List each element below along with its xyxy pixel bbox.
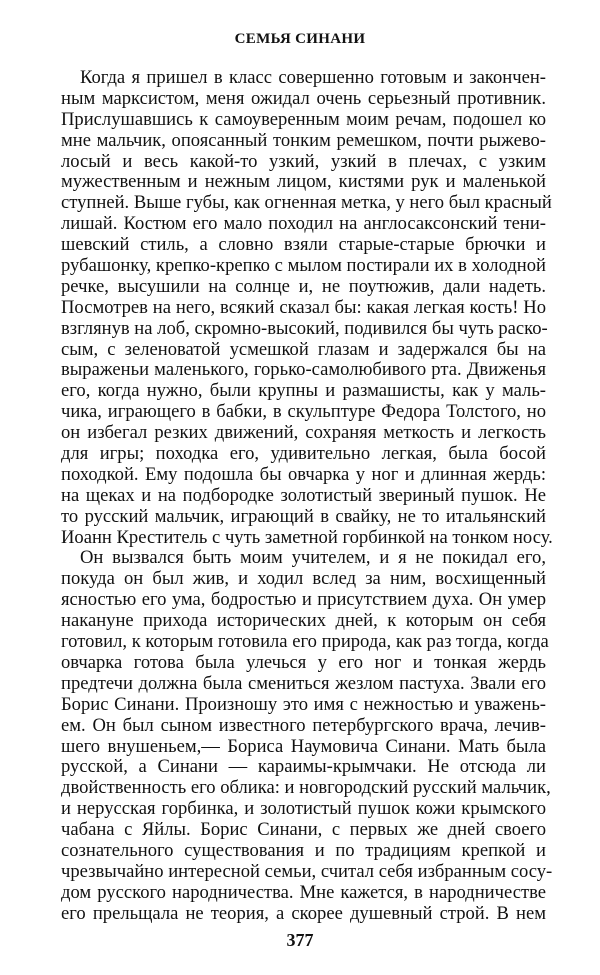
text-line: лосый и весь какой-то узкий, узкий в плечах, с узким bbox=[61, 150, 546, 172]
text-line: он избегал резких движений, сохраняя меткость и легкость bbox=[61, 422, 546, 444]
text-line: лишай. Костюм его мало походил на англосаксонский тени- bbox=[61, 213, 546, 235]
paragraph bbox=[61, 67, 553, 548]
text-line: Иоанн Креститель с чуть заметной горбинкой на тонком носу. bbox=[61, 526, 553, 548]
paragraph bbox=[61, 547, 553, 924]
text-line: Он вызвался быть моим учителем, и я не покидал его, bbox=[80, 547, 546, 569]
text-line: ем. Он был сыном известного петербургского врача, лечив- bbox=[61, 714, 546, 736]
text-line: ступней. Выше губы, как огненная метка, у него был красный bbox=[61, 192, 552, 214]
text-line: готовил, к которым готовила его природа, как раз тогда, когда bbox=[61, 631, 549, 653]
text-line: Прислушавшись к самоуверенным моим речам, подошел ко bbox=[61, 108, 546, 130]
text-line: шевский стиль, а словно взяли старые-старые брючки и bbox=[61, 234, 546, 256]
text-line: сым, с зеленоватой усмешкой глазам и задержался бы на bbox=[61, 338, 546, 360]
text-line: чабана с Яйлы. Борис Синани, с первых же дней своего bbox=[61, 819, 546, 841]
page-number: 377 bbox=[286, 930, 314, 950]
text-line: русской, а Синани — караимы-крымчаки. Не отсюда ли bbox=[61, 756, 546, 778]
text-line: походкой. Ему подошла бы овчарка у ног и длинная жердь: bbox=[61, 463, 546, 485]
text-line: его, когда нужно, были крупны и размашисты, как у маль- bbox=[61, 380, 546, 402]
text-line: речке, высушили на солнце и, не поутюжив, дали надеть. bbox=[61, 275, 546, 297]
text-line: ясностью его ума, бодростью и присутствием духа. Он умер bbox=[61, 589, 546, 611]
text-line: выраженьи маленького, горько-самолюбивого рта. Движенья bbox=[61, 359, 546, 381]
text-line: чрезвычайно интересной семьи, считал себя избранным сосу- bbox=[61, 860, 553, 882]
text-line: шего внушеньем,— Бориса Наумовича Синани. Мать была bbox=[61, 735, 546, 757]
text-line: покуда он был жив, и ходил вслед за ним, восхищенный bbox=[61, 568, 546, 590]
text-line: для игры; походка его, удивительно легкая, была босой bbox=[61, 443, 546, 465]
text-line: сознательного существования и по традициям крепкой и bbox=[61, 839, 546, 861]
body-text bbox=[61, 67, 553, 925]
running-header: СЕМЬЯ СИНАНИ bbox=[234, 31, 366, 47]
text-line: овчарка готова была улечься у его ног и тонкая жердь bbox=[61, 651, 546, 673]
text-line: Когда я пришел в класс совершенно готовым и закончен- bbox=[80, 67, 546, 88]
text-line: рубашонку, крепко-крепко с мылом постирали их в холодной bbox=[61, 255, 546, 277]
text-line: ным марксистом, меня ожидал очень серьезный противник. bbox=[61, 87, 546, 109]
text-line: накануне прихода исторических дней, к которым он себя bbox=[61, 610, 546, 632]
text-line: предтечи должна была смениться жезлом пастуха. Звали его bbox=[61, 672, 546, 694]
text-line: чика, играющего в бабки, в скульптуре Федора Толстого, но bbox=[61, 401, 546, 423]
text-line: на щеках и на подбородке золотистый звериный пушок. Не bbox=[61, 484, 546, 506]
text-line: его прельщала не теория, а скорее душевный строй. В нем bbox=[61, 902, 546, 924]
text-line: мне мальчик, опоясанный тонким ремешком, почти рыжево- bbox=[61, 129, 546, 151]
text-line: Борис Синани. Произношу это имя с нежностью и уважень- bbox=[61, 693, 546, 715]
text-line: то русский мальчик, играющий в свайку, не то итальянский bbox=[61, 505, 546, 527]
text-line: мужественным и нежным лицом, кистями рук и маленькой bbox=[61, 171, 546, 193]
text-line: двойственность его облика: и новгородский русский мальчик, bbox=[61, 777, 551, 799]
text-line: и нерусская горбинка, и золотистый пушок кожи крымского bbox=[61, 798, 546, 820]
text-line: дом русского народничества. Мне кажется, в народничестве bbox=[61, 881, 546, 903]
text-line: Посмотрев на него, всякий сказал бы: какая легкая кость! Но bbox=[61, 296, 546, 318]
text-line: взглянув на лоб, скромно-высокий, подивился бы чуть раско- bbox=[61, 317, 548, 339]
